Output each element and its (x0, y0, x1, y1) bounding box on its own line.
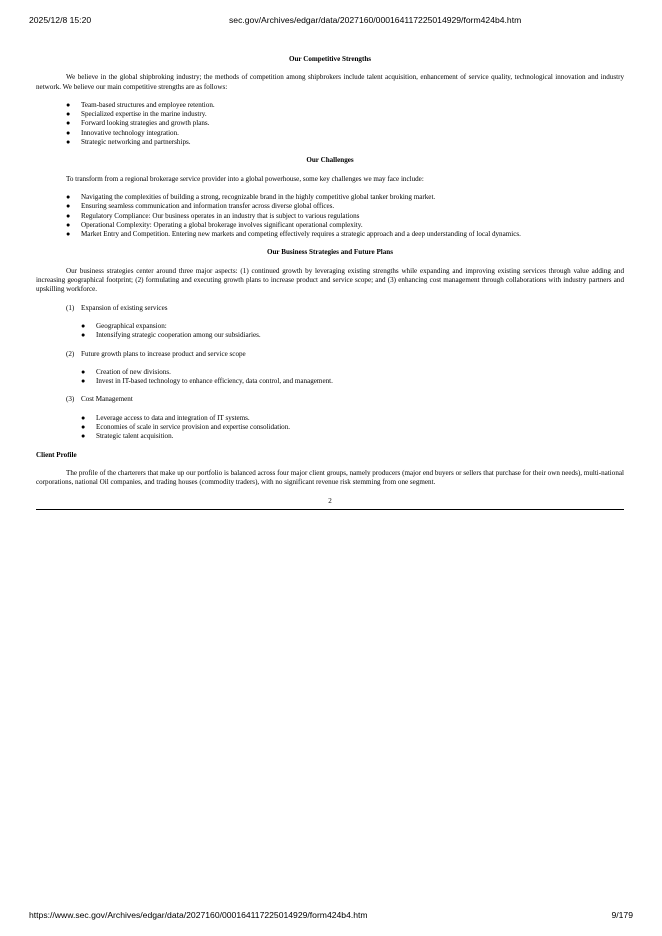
list-item: ● Innovative technology integration. (66, 128, 179, 137)
list-item: ● Geographical expansion: (81, 321, 167, 330)
list-item: ● Strategic networking and partnerships. (66, 138, 191, 147)
page-number: 2 (328, 496, 332, 505)
bullet-icon: ● (66, 128, 71, 137)
challenges-intro: To transform from a regional brokerage service provider into a global powerhouse, some key challenges we may face include: (66, 174, 424, 183)
strategy-group-list (36, 414, 624, 442)
bullet-icon: ● (66, 220, 71, 229)
strengths-list (36, 101, 624, 147)
bullet-icon: ● (66, 211, 71, 220)
strategy-group-heading: (1) Expansion of existing services (66, 303, 168, 312)
bullet-icon: ● (66, 202, 71, 211)
bullet-icon: ● (81, 432, 86, 441)
bullet-icon: ● (66, 230, 71, 239)
list-item: ● Team-based structures and employee retention. (66, 100, 215, 109)
list-item: ● Operational Complexity: Operating a global brokerage involves significant operational complexity. (66, 220, 363, 229)
print-header-url: sec.gov/Archives/edgar/data/2027160/000164117225014929/form424b4.htm (229, 15, 522, 25)
challenges-list (36, 193, 624, 239)
list-item: ● Specialized expertise in the marine industry. (66, 110, 207, 119)
strengths-intro: We believe in the global shipbroking industry; the methods of competition among shipbrokers include talent acquisition, enhancement of service quality, technological innovation and industry network. We believe our main competitive strengths are as follows: (36, 73, 624, 91)
list-item: ● Leverage access to data and integration of IT systems. (81, 413, 250, 422)
bullet-icon: ● (66, 100, 71, 109)
bullet-icon: ● (66, 110, 71, 119)
list-item: ● Creation of new divisions. (81, 367, 171, 376)
list-item: ● Forward looking strategies and growth plans. (66, 119, 210, 128)
list-item: ● Regulatory Compliance: Our business operates in an industry that is subject to various regulations (66, 211, 360, 220)
bullet-icon: ● (66, 119, 71, 128)
section-title-challenges: Our Challenges (306, 156, 354, 165)
strategy-group-list (36, 322, 624, 341)
page-divider (36, 509, 624, 510)
bullet-icon: ● (81, 377, 86, 386)
print-page-count: 9/179 (611, 910, 633, 920)
strategies-intro: Our business strategies center around three major aspects: (1) continued growth by leveraging existing strengths while expanding and improving existing services through value adding and increasing geographical footprint; (2) formulating and executing growth plans to increase product and service scope; and (3) enhancing cost management through collaborations with industry partners and upskilling workforce. (36, 266, 624, 294)
strategy-group-heading: (2) Future growth plans to increase product and service scope (66, 349, 246, 358)
bullet-icon: ● (81, 321, 86, 330)
section-title-strengths: Our Competitive Strengths (288, 55, 372, 63)
print-footer-url: https://www.sec.gov/Archives/edgar/data/2027160/000164117225014929/form424b4.htm (29, 910, 368, 920)
list-item: ● Invest in IT-based technology to enhance efficiency, data control, and management. (81, 377, 333, 386)
list-item: ● Ensuring seamless communication and information transfer across diverse global offices. (66, 202, 335, 211)
bullet-icon: ● (66, 192, 71, 201)
list-item: ● Intensifying strategic cooperation among our subsidiaries. (81, 331, 261, 340)
bullet-icon: ● (66, 138, 71, 147)
document-body (36, 55, 624, 510)
list-item: ● Strategic talent acquisition. (81, 432, 174, 441)
section-title-client-profile: Client Profile (36, 450, 77, 459)
browser-print-footer (29, 910, 633, 920)
browser-print-header (29, 15, 633, 25)
print-datetime: 2025/12/8 15:20 (29, 15, 92, 25)
list-item: ● Navigating the complexities of building a strong, recognizable brand in the highly competitive global tanker broking market. (66, 192, 436, 201)
strategy-group-heading: (3) Cost Management (66, 395, 133, 404)
bullet-icon: ● (81, 423, 86, 432)
section-title-strategies: Our Business Strategies and Future Plans (266, 248, 394, 257)
bullet-icon: ● (81, 367, 86, 376)
strategy-group-list (36, 368, 624, 387)
bullet-icon: ● (81, 413, 86, 422)
bullet-icon: ● (81, 331, 86, 340)
list-item: ● Market Entry and Competition. Entering new markets and competing effectively requires a strategic approach and a deep understanding of local dynamics. (66, 230, 521, 239)
client-profile-text: The profile of the charterers that make up our portfolio is balanced across four major client groups, namely producers (major end buyers or sellers that purchase for their own needs), multi-national corporations, national Oil companies, and trading houses (commodity traders), with no significant revenue risk stemming from one segment. (36, 468, 624, 487)
list-item: ● Economies of scale in service provision and expertise consolidation. (81, 423, 291, 432)
